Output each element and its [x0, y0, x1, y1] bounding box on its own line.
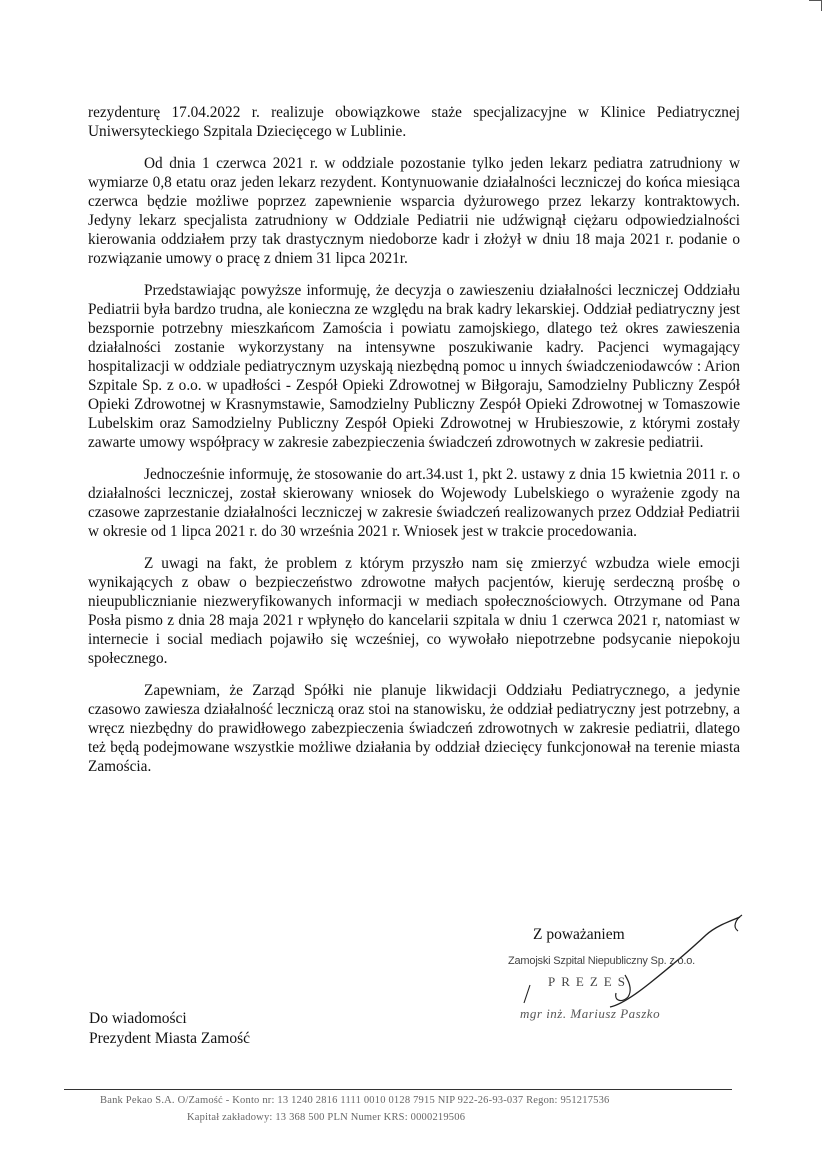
- closing-phrase: Z poważaniem: [533, 926, 625, 943]
- footer-registration-info: Kapitał zakładowy: 13 368 500 PLN Numer KRS: 0000219506: [187, 1112, 466, 1123]
- letter-body: [88, 103, 740, 789]
- company-stamp: Zamojski Szpital Niepubliczny Sp. z o.o.: [508, 955, 696, 967]
- footer-bank-info: Bank Pekao S.A. O/Zamość - Konto nr: 13 1240 2816 1111 0010 0128 7915 NIP 922-26-93-037 Regon: 951217536: [100, 1095, 610, 1106]
- cc-label: Do wiadomości: [89, 1010, 187, 1027]
- stamp-title: PREZES: [548, 974, 631, 989]
- paragraph-5: Z uwagi na fakt, że problem z którym przyszło nam się zmierzyć wzbudza wiele emocji wynikających z obaw o bezpieczeństwo zdrowotne małych pacjentów, kieruję serdeczną prośbę o nieupublicznianie niezweryfikowanych informacji w mediach społecznościowych. Otrzymane od Pana Posła pismo z dnia 28 maja 2021 r wpłynęło do kancelarii szpitala w dniu 1 czerwca 2021 r, natomiast w internecie i social mediach pojawiło się wcześniej, co wywołało niepotrzebne podsycanie niepokoju społecznego.: [88, 555, 740, 667]
- paragraph-1: rezydenturę 17.04.2022 r. realizuje obowiązkowe staże specjalizacyjne w Klinice Pediatrycznej Uniwersyteckiego Szpitala Dziecięcego w Lublinie.: [88, 104, 740, 140]
- paragraph-6: Zapewniam, że Zarząd Spółki nie planuje likwidacji Oddziału Pediatrycznego, a jedynie czasowo zawiesza działalność leczniczą oraz stoi na stanowisku, że oddział pediatryczny jest potrzebny, a wręcz niezbędny do prawidłowego zabezpieczenia świadczeń zdrowotnych w zakresie pediatrii, dlatego też będą podejmowane wszystkie możliwe działania by oddział dziecięcy funkcjonował na terenie miasta Zamościa.: [88, 682, 740, 775]
- stamp-name: mgr inż. Mariusz Paszko: [520, 1006, 661, 1021]
- cc-recipient: Prezydent Miasta Zamość: [89, 1030, 250, 1047]
- paragraph-4: Jednocześnie informuję, że stosowanie do art.34.ust 1, pkt 2. ustawy z dnia 15 kwietnia 2011 r. o działalności leczniczej, został skierowany wniosek do Wojewody Lubelskiego o wyrażenie zgody na czasowe zaprzestanie działalności leczniczej w zakresie świadczeń realizowanych przez Oddział Pediatrii w okresie od 1 lipca 2021 r. do 30 września 2021 r. Wniosek jest w trakcie procedowania.: [88, 466, 740, 540]
- paragraph-3: Przedstawiając powyższe informuję, że decyzja o zawieszeniu działalności leczniczej Oddziału Pediatrii była bardzo trudna, ale konieczna ze względu na brak kadry lekarskiej. Oddział pediatryczny jest bezspornie potrzebny mieszkańcom Zamościa i powiatu zamojskiego, dlatego też okres zawieszenia działalności zostanie wykorzystany na intensywne poszukiwanie kadry. Pacjenci wymagający hospitalizacji w oddziale pediatrycznym uzyskają niezbędną pomoc u innych świadczeniodawców : Arion Szpitale Sp. z o.o. w upadłości - Zespół Opieki Zdrowotnej w Biłgoraju, Samodzielny Publiczny Zespół Opieki Zdrowotnej w Krasnymstawie, Samodzielny Publiczny Zespół Opieki Zdrowotnej w Tomaszowie Lubelskim oraz Samodzielny Publiczny Zespół Opieki Zdrowotnej w Hrubieszowie, z którymi zostały zawarte umowy współpracy w zakresie zabezpieczenia świadczeń zdrowotnych w zakresie pediatrii.: [88, 282, 740, 451]
- corner-mark: [809, 0, 822, 11]
- paragraph-2: Od dnia 1 czerwca 2021 r. w oddziale pozostanie tylko jeden lekarz pediatra zatrudniony w wymiarze 0,8 etatu oraz jeden lekarz rezydent. Kontynuowanie działalności leczniczej do końca miesiąca czerwca będzie możliwe poprzez zapewnienie wsparcia dyżurowego przez lekarzy kontraktowych. Jedyny lekarz specjalista zatrudniony w Oddziale Pediatrii nie udźwignął ciężaru odpowiedzialności kierowania oddziałem przy tak drastycznym niedoborze kadr i złożył w dniu 18 maja 2021 r. podanie o rozwiązanie umowy o pracę z dniem 31 lipca 2021r.: [88, 155, 740, 267]
- footer-divider: [64, 1089, 732, 1090]
